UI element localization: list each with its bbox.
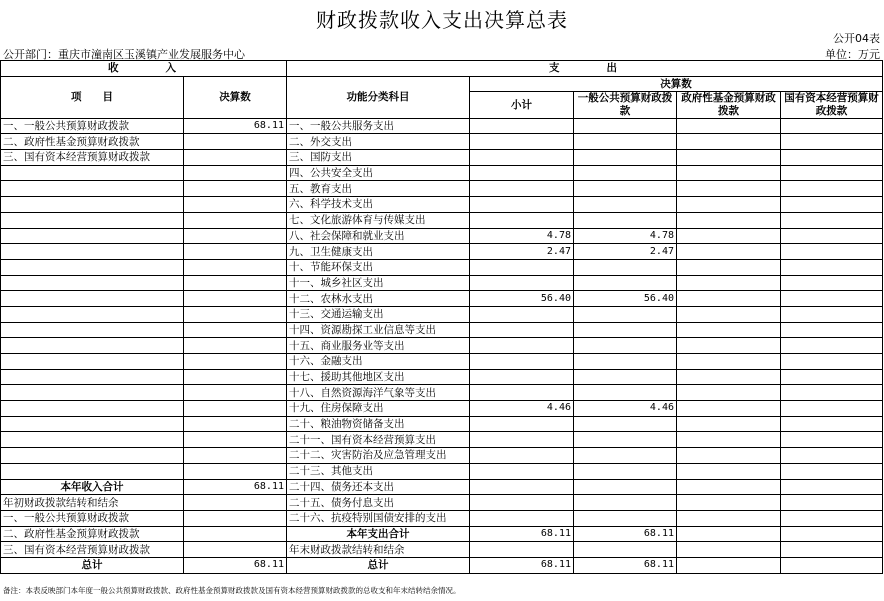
table-row (1, 479, 883, 495)
expense-subtotal: 2.47 (470, 244, 574, 260)
expense-general (574, 448, 677, 464)
subtotal-header: 小计 (470, 91, 574, 118)
juesuan-header: 决算数 (470, 76, 883, 91)
expense-subtotal: 56.40 (470, 291, 574, 307)
expense-gov-fund (677, 495, 781, 511)
income-item-label (1, 244, 184, 260)
expense-item-label: 二十二、灾害防治及应急管理支出 (287, 448, 470, 464)
expense-item-label: 八、社会保障和就业支出 (287, 228, 470, 244)
table-row (1, 385, 883, 401)
income-item-value (184, 134, 287, 150)
department-label: 公开部门：重庆市潼南区玉溪镇产业发展服务中心 (3, 48, 245, 61)
table-cell (781, 542, 883, 558)
income-item-value (184, 212, 287, 228)
expense-subtotal (470, 369, 574, 385)
grand-total-expense-label: 总计 (287, 557, 470, 573)
expense-gov-fund (677, 165, 781, 181)
expense-general (574, 118, 677, 134)
income-item-label (1, 291, 184, 307)
total-expense-subtotal: 68.11 (470, 526, 574, 542)
expense-subtotal (470, 134, 574, 150)
expense-soe (781, 322, 883, 338)
table-cell (781, 557, 883, 573)
expense-soe (781, 134, 883, 150)
expense-item-label: 十四、资源勘探工业信息等支出 (287, 322, 470, 338)
expense-subtotal (470, 181, 574, 197)
gov-fund-header: 政府性基金预算财政拨款 (677, 91, 781, 118)
budget-table (0, 60, 883, 574)
expense-soe (781, 197, 883, 213)
income-item-value (184, 306, 287, 322)
income-item-label (1, 354, 184, 370)
expense-gov-fund (677, 479, 781, 495)
income-item-value (184, 354, 287, 370)
income-item-value (184, 275, 287, 291)
table-row (1, 448, 883, 464)
expense-gov-fund (677, 401, 781, 417)
expense-general (574, 165, 677, 181)
expense-item-label: 二十三、其他支出 (287, 463, 470, 479)
expense-gov-fund (677, 369, 781, 385)
grand-total-label: 总计 (1, 557, 184, 573)
report-title: 财政拨款收入支出决算总表 (316, 8, 568, 32)
expense-general (574, 338, 677, 354)
item-header: 项 目 (1, 76, 184, 118)
table-row (1, 212, 883, 228)
expense-gov-fund (677, 118, 781, 134)
expense-soe (781, 275, 883, 291)
table-row (1, 557, 883, 573)
expense-general (574, 150, 677, 166)
expense-general: 4.78 (574, 228, 677, 244)
table-row (1, 401, 883, 417)
expense-subtotal (470, 463, 574, 479)
expense-general (574, 134, 677, 150)
expense-subtotal (470, 448, 574, 464)
expense-subtotal (470, 197, 574, 213)
table-row (1, 150, 883, 166)
expense-gov-fund (677, 275, 781, 291)
expense-soe (781, 432, 883, 448)
expense-item-label: 十一、城乡社区支出 (287, 275, 470, 291)
expense-gov-fund (677, 510, 781, 526)
table-cell (184, 510, 287, 526)
expense-general: 2.47 (574, 244, 677, 260)
expense-item-label: 一、一般公共服务支出 (287, 118, 470, 134)
expense-subtotal (470, 322, 574, 338)
income-item-label (1, 448, 184, 464)
table-row (1, 275, 883, 291)
table-cell (677, 526, 781, 542)
function-header: 功能分类科目 (287, 76, 470, 118)
expense-soe (781, 401, 883, 417)
expense-item-label: 五、教育支出 (287, 181, 470, 197)
expense-general (574, 197, 677, 213)
table-row (1, 322, 883, 338)
income-item-value (184, 181, 287, 197)
income-item-label (1, 275, 184, 291)
expense-gov-fund (677, 385, 781, 401)
total-income-label: 本年收入合计 (1, 479, 184, 495)
expense-item-label: 九、卫生健康支出 (287, 244, 470, 260)
expense-gov-fund (677, 197, 781, 213)
expense-subtotal: 4.78 (470, 228, 574, 244)
expense-item-label: 十六、金融支出 (287, 354, 470, 370)
grand-total-subtotal: 68.11 (470, 557, 574, 573)
table-row (1, 181, 883, 197)
expense-subtotal (470, 118, 574, 134)
income-item-label (1, 197, 184, 213)
expense-soe (781, 212, 883, 228)
expense-item-label: 四、公共安全支出 (287, 165, 470, 181)
table-row (1, 416, 883, 432)
grand-total-general: 68.11 (574, 557, 677, 573)
expense-gov-fund (677, 338, 781, 354)
table-row (1, 510, 883, 526)
expense-soe (781, 228, 883, 244)
income-item-value (184, 150, 287, 166)
income-item-label: 一、一般公共预算财政拨款 (1, 118, 184, 134)
expense-gov-fund (677, 416, 781, 432)
table-cell (184, 495, 287, 511)
income-item-label (1, 385, 184, 401)
table-row (1, 306, 883, 322)
income-item-value (184, 291, 287, 307)
expense-item-label: 十八、自然资源海洋气象等支出 (287, 385, 470, 401)
income-item-value (184, 369, 287, 385)
grand-total-income: 68.11 (184, 557, 287, 573)
expense-soe (781, 291, 883, 307)
expense-general (574, 510, 677, 526)
expense-soe (781, 259, 883, 275)
expense-section-header: 支 出 (287, 61, 883, 77)
expense-gov-fund (677, 322, 781, 338)
expense-soe (781, 369, 883, 385)
income-item-label (1, 432, 184, 448)
income-item-value (184, 244, 287, 260)
income-item-value (184, 322, 287, 338)
expense-subtotal (470, 150, 574, 166)
table-row (1, 495, 883, 511)
expense-item-label: 七、文化旅游体育与传媒支出 (287, 212, 470, 228)
expense-general: 56.40 (574, 291, 677, 307)
expense-general (574, 369, 677, 385)
unit-label: 单位：万元 (825, 48, 880, 61)
expense-soe (781, 165, 883, 181)
table-row (1, 338, 883, 354)
expense-gov-fund (677, 259, 781, 275)
expense-subtotal (470, 165, 574, 181)
expense-soe (781, 338, 883, 354)
expense-soe (781, 510, 883, 526)
expense-item-label: 十三、交通运输支出 (287, 306, 470, 322)
expense-item-label: 二十四、债务还本支出 (287, 479, 470, 495)
expense-gov-fund (677, 448, 781, 464)
income-item-value (184, 432, 287, 448)
table-cell (470, 542, 574, 558)
expense-item-label: 二十五、债务付息支出 (287, 495, 470, 511)
table-cell (677, 542, 781, 558)
expense-item-label: 六、科学技术支出 (287, 197, 470, 213)
expense-subtotal (470, 354, 574, 370)
expense-gov-fund (677, 244, 781, 260)
income-item-label (1, 322, 184, 338)
income-item-label (1, 369, 184, 385)
soe-budget-header: 国有资本经营预算财政拨款 (781, 91, 883, 118)
income-item-label (1, 463, 184, 479)
income-item-value (184, 401, 287, 417)
expense-item-label: 二、外交支出 (287, 134, 470, 150)
income-item-label (1, 181, 184, 197)
income-item-value (184, 385, 287, 401)
table-row (1, 165, 883, 181)
expense-general (574, 259, 677, 275)
income-item-value (184, 416, 287, 432)
expense-soe (781, 181, 883, 197)
expense-general (574, 385, 677, 401)
table-row (1, 118, 883, 134)
general-budget-header: 一般公共预算财政拨款 (574, 91, 677, 118)
income-item-label (1, 165, 184, 181)
table-cell (677, 557, 781, 573)
expense-subtotal (470, 495, 574, 511)
expense-soe (781, 463, 883, 479)
expense-gov-fund (677, 463, 781, 479)
carry-in-item: 三、国有资本经营预算财政拨款 (1, 542, 184, 558)
table-row (1, 197, 883, 213)
expense-soe (781, 354, 883, 370)
expense-subtotal (470, 385, 574, 401)
income-item-value (184, 463, 287, 479)
expense-soe (781, 385, 883, 401)
amount-header: 决算数 (184, 76, 287, 118)
expense-item-label: 二十六、抗疫特别国债安排的支出 (287, 510, 470, 526)
expense-general (574, 354, 677, 370)
expense-item-label: 十二、农林水支出 (287, 291, 470, 307)
expense-general (574, 479, 677, 495)
expense-general (574, 495, 677, 511)
expense-general (574, 181, 677, 197)
table-row (1, 291, 883, 307)
table-cell (184, 526, 287, 542)
expense-soe (781, 150, 883, 166)
expense-item-label: 十、节能环保支出 (287, 259, 470, 275)
expense-general (574, 212, 677, 228)
income-item-value (184, 197, 287, 213)
income-item-label (1, 259, 184, 275)
expense-gov-fund (677, 150, 781, 166)
expense-item-label: 二十、粮油物资储备支出 (287, 416, 470, 432)
total-expense-label: 本年支出合计 (287, 526, 470, 542)
table-code: 公开04表 (833, 32, 880, 45)
table-row (1, 526, 883, 542)
expense-general (574, 432, 677, 448)
expense-subtotal (470, 479, 574, 495)
total-expense-general: 68.11 (574, 526, 677, 542)
expense-subtotal (470, 275, 574, 291)
income-item-value (184, 259, 287, 275)
expense-item-label: 二十一、国有资本经营预算支出 (287, 432, 470, 448)
table-row (1, 542, 883, 558)
income-item-value: 68.11 (184, 118, 287, 134)
expense-gov-fund (677, 432, 781, 448)
expense-subtotal (470, 306, 574, 322)
expense-gov-fund (677, 134, 781, 150)
expense-item-label: 十五、商业服务业等支出 (287, 338, 470, 354)
carry-in-label: 年初财政拨款结转和结余 (1, 495, 184, 511)
expense-gov-fund (677, 181, 781, 197)
expense-soe (781, 448, 883, 464)
expense-gov-fund (677, 306, 781, 322)
table-row (1, 463, 883, 479)
expense-general (574, 322, 677, 338)
income-item-label: 二、政府性基金预算财政拨款 (1, 134, 184, 150)
carry-in-item: 一、一般公共预算财政拨款 (1, 510, 184, 526)
expense-general (574, 463, 677, 479)
carry-in-item: 二、政府性基金预算财政拨款 (1, 526, 184, 542)
expense-gov-fund (677, 212, 781, 228)
table-cell (184, 542, 287, 558)
total-income-value: 68.11 (184, 479, 287, 495)
expense-soe (781, 416, 883, 432)
income-item-label (1, 306, 184, 322)
expense-subtotal (470, 259, 574, 275)
expense-item-label: 十九、住房保障支出 (287, 401, 470, 417)
expense-general (574, 275, 677, 291)
income-section-header: 收 入 (1, 61, 287, 77)
expense-general (574, 306, 677, 322)
table-row (1, 244, 883, 260)
income-item-label (1, 416, 184, 432)
carry-out-label: 年末财政拨款结转和结余 (287, 542, 470, 558)
income-item-value (184, 165, 287, 181)
expense-subtotal (470, 212, 574, 228)
expense-subtotal (470, 338, 574, 354)
table-row (1, 432, 883, 448)
expense-subtotal (470, 432, 574, 448)
expense-soe (781, 118, 883, 134)
footnote: 备注：本表反映部门本年度一般公共预算财政拨款、政府性基金预算财政拨款及国有资本经营预算财政拨款的总收支和年末结转结余情况。 (3, 586, 461, 595)
table-row (1, 259, 883, 275)
expense-soe (781, 495, 883, 511)
expense-gov-fund (677, 354, 781, 370)
table-row (1, 134, 883, 150)
income-item-label (1, 228, 184, 244)
expense-gov-fund (677, 291, 781, 307)
table-row (1, 354, 883, 370)
expense-item-label: 三、国防支出 (287, 150, 470, 166)
income-item-label: 三、国有资本经营预算财政拨款 (1, 150, 184, 166)
expense-soe (781, 244, 883, 260)
expense-subtotal (470, 510, 574, 526)
income-item-label (1, 338, 184, 354)
expense-soe (781, 479, 883, 495)
income-item-value (184, 228, 287, 244)
table-cell (781, 526, 883, 542)
expense-subtotal (470, 416, 574, 432)
income-item-label (1, 401, 184, 417)
expense-general: 4.46 (574, 401, 677, 417)
income-item-value (184, 448, 287, 464)
table-row (1, 369, 883, 385)
income-item-label (1, 212, 184, 228)
expense-item-label: 十七、援助其他地区支出 (287, 369, 470, 385)
expense-subtotal: 4.46 (470, 401, 574, 417)
table-row (1, 228, 883, 244)
income-item-value (184, 338, 287, 354)
expense-general (574, 416, 677, 432)
expense-soe (781, 306, 883, 322)
expense-gov-fund (677, 228, 781, 244)
table-cell (574, 542, 677, 558)
